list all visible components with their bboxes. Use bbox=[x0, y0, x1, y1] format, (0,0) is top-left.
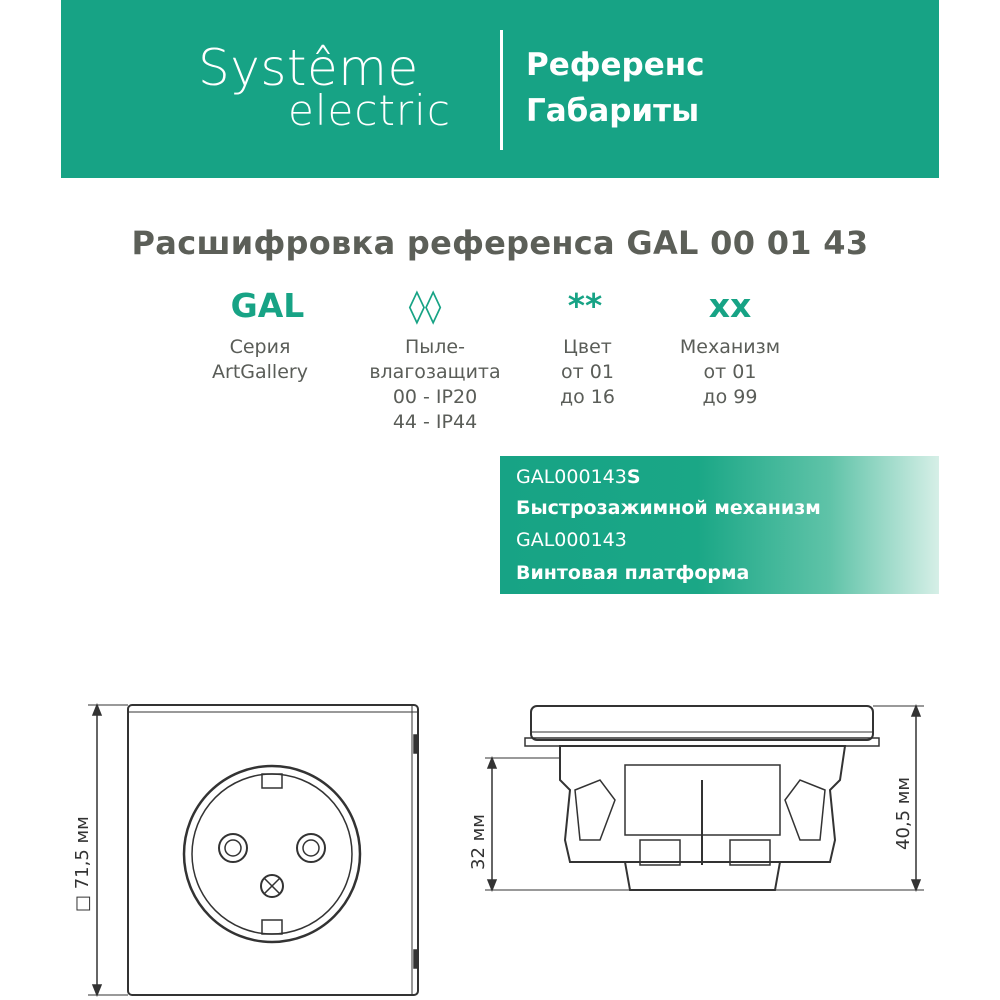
variant-code-suffix: S bbox=[626, 466, 641, 488]
desc-series-line: Серия bbox=[229, 336, 291, 358]
code-series: GAL bbox=[230, 286, 305, 325]
desc-mechanism-line: от 01 bbox=[703, 361, 757, 383]
variant-desc-quick: Быстрозажимной механизм bbox=[516, 497, 821, 519]
socket-pin-left bbox=[219, 834, 247, 862]
front-plate-notch-bottom bbox=[414, 950, 418, 968]
page-title: Расшифровка референса GAL 00 01 43 bbox=[131, 224, 869, 262]
variant-code-quick bbox=[516, 466, 641, 488]
desc-mechanism-line: до 99 bbox=[702, 386, 758, 408]
desc-series-line: ArtGallery bbox=[212, 361, 308, 383]
desc-color-line: до 16 bbox=[560, 386, 615, 408]
side-total-label: 40,5 мм bbox=[893, 777, 914, 850]
desc-protection-line: 44 - IP44 bbox=[392, 411, 478, 433]
code-mechanism: xx bbox=[708, 286, 752, 325]
desc-color-line: от 01 bbox=[561, 361, 614, 383]
desc-series bbox=[200, 335, 320, 385]
front-dim-arrow-bottom bbox=[93, 985, 101, 995]
socket-pin-right-inner bbox=[303, 840, 319, 856]
header-title-reference: Референс bbox=[526, 47, 705, 83]
variant-code-prefix: GAL000143 bbox=[516, 466, 627, 488]
desc-color-line: Цвет bbox=[563, 336, 612, 358]
side-claw-right bbox=[785, 780, 825, 840]
socket-pin-right bbox=[297, 834, 325, 862]
side-depth-arrow-top bbox=[488, 758, 496, 768]
front-dim-arrow-top bbox=[93, 705, 101, 715]
code-color: ** bbox=[567, 286, 603, 325]
variant-desc-screw: Винтовая платформа bbox=[516, 562, 750, 584]
variant-code-screw: GAL000143 bbox=[516, 529, 627, 551]
side-total-arrow-bottom bbox=[912, 880, 920, 890]
header-divider bbox=[500, 30, 503, 150]
front-plate bbox=[128, 705, 418, 995]
front-plate-notch-top bbox=[414, 735, 418, 753]
side-claw-left bbox=[575, 780, 615, 840]
desc-protection-line: 00 - IP20 bbox=[392, 386, 478, 408]
socket-earth-clip-top bbox=[262, 774, 282, 788]
socket-inner bbox=[192, 774, 352, 934]
header-banner bbox=[61, 0, 939, 178]
desc-mechanism-line: Механизм bbox=[679, 336, 781, 358]
socket-earth-clip-bottom bbox=[262, 920, 282, 934]
desc-protection-line: Пыле- bbox=[405, 336, 465, 358]
side-depth-arrow-bottom bbox=[488, 880, 496, 890]
dimension-drawing bbox=[0, 640, 1000, 1000]
desc-color bbox=[530, 335, 645, 410]
variants-box bbox=[500, 456, 939, 594]
socket-rim bbox=[184, 766, 360, 942]
socket-pin-left-inner bbox=[225, 840, 241, 856]
header-title-dimensions: Габариты bbox=[526, 93, 700, 129]
brand-logo bbox=[198, 40, 488, 140]
side-depth-label: 32 мм bbox=[468, 814, 489, 870]
side-cover-plate bbox=[531, 706, 873, 740]
side-bottom-cup bbox=[625, 862, 780, 890]
desc-mechanism bbox=[665, 335, 795, 410]
desc-protection-line: влагозащита bbox=[369, 361, 501, 383]
desc-protection bbox=[360, 335, 510, 435]
side-total-arrow-top bbox=[912, 706, 920, 716]
code-protection: ◊◊ bbox=[408, 286, 442, 325]
logo-systeme: Systême bbox=[198, 39, 419, 97]
front-width-label: □ 71,5 мм bbox=[72, 816, 93, 912]
logo-electric: electric bbox=[288, 86, 451, 135]
